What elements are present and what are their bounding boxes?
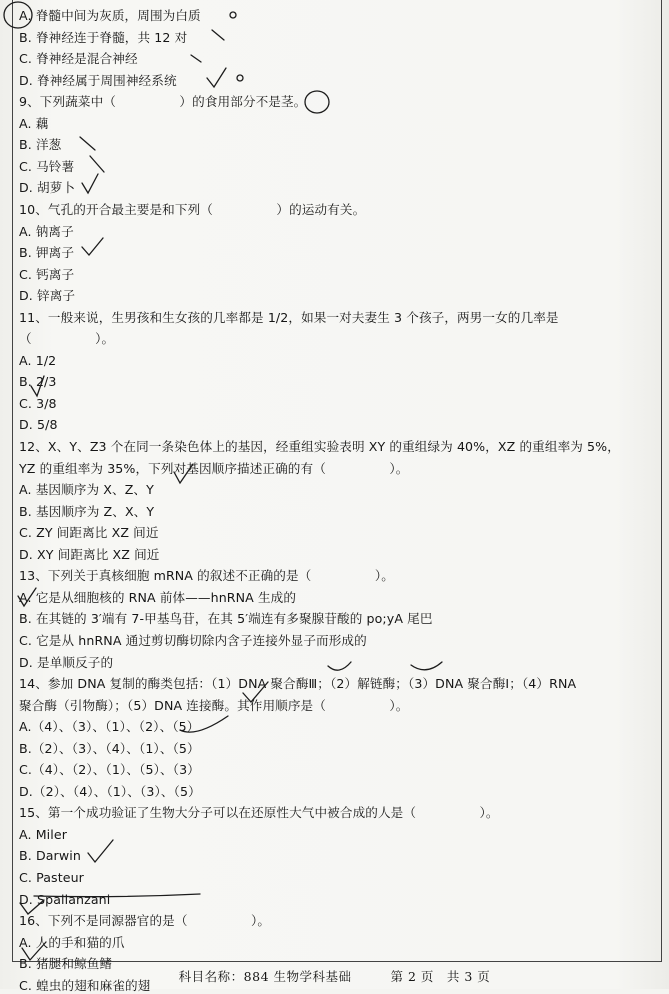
text-line: C. 它是从 hnRNA 通过剪切酶切除内含子连接外显子而形成的 [19,632,367,648]
text-line: D. Spallanzani [19,891,111,907]
text-line: D. 脊神经属于周围神经系统 [19,72,177,88]
text-line: A. 人的手和猫的爪 [19,934,125,950]
text-line: YZ 的重组率为 35%，下列对基因顺序描述正确的有（ ）。 [19,460,409,476]
text-line: A. Miler [19,826,67,842]
text-line: B. 基因顺序为 Z、X、Y [19,503,155,519]
text-line: 16、下列不是同源器官的是（ ）。 [19,913,271,929]
text-line: B. 洋葱 [19,137,62,153]
text-line: B. Darwin [19,848,81,864]
text-line: 10、气孔的开合最主要是和下列（ ）的运动有关。 [19,201,366,217]
text-line: B. 在其链的 3′端有 7-甲基鸟苷，在其 5′端连有多聚腺苷酸的 po;yA 尾巴 [19,611,433,627]
text-line: A. 钠离子 [19,223,74,239]
text-line: 聚合酶（引物酶）；（5）DNA 连接酶。其作用顺序是（ ）。 [19,697,409,713]
text-line: C. 蝗虫的翅和麻雀的翅 [19,977,151,993]
text-line: A. 它是从细胞核的 RNA 前体——hnRNA 生成的 [19,589,297,605]
text-line: C.（4）、（2）、（1）、（5）、（3） [19,762,200,778]
text-line: （ ）。 [19,331,115,347]
text-line: D. 胡萝卜 [19,180,76,196]
text-line: A. 1/2 [19,352,57,368]
text-line: A. 藕 [19,115,49,131]
text-line: B. 猪腿和鲸鱼鳍 [19,956,113,972]
text-line: 12、X、Y、Z3 个在同一条染色体上的基因，经重组实验表明 XY 的重组绿为 40%，XZ 的重组率为 5%， [19,439,620,454]
text-line: C. ZY 间距离比 XZ 间近 [19,525,159,541]
text-line: C. 3/8 [19,395,57,411]
text-line: 13、下列关于真核细胞 mRNA 的叙述不正确的是（ ）。 [19,568,394,584]
text-line: A. 脊髓中间为灰质，周围为白质 [19,8,201,23]
text-line: C. 脊神经是混合神经 [19,51,138,67]
text-line: D. 5/8 [19,417,58,433]
text-line: 14、参加 DNA 复制的酶类包括：（1）DNA 聚合酶Ⅲ；（2）解链酶；（3）DNA 聚合酶Ⅰ；（4）RNA [19,676,577,692]
text-line: C. 钙离子 [19,266,75,282]
text-line: A.（4）、（3）、（1）、（2）、（5） [19,719,200,735]
text-line: 11、一般来说，生男孩和生女孩的几率都是 1/2，如果一对夫妻生 3 个孩子，两男一女的几率是 [19,309,559,325]
text-line: B. 钾离子 [19,245,75,261]
text-line: 9、下列蔬菜中（ ）的食用部分不是茎。 [19,94,307,110]
page-footer: 科目名称：884 生物学科基础 第 2 页 共 3 页 [178,969,491,984]
text-line: D. 锌离子 [19,288,76,304]
text-line: B.（2）、（3）、（4）、（1）、（5） [19,740,200,756]
text-line: D. XY 间距离比 XZ 间近 [19,546,160,562]
text-line: A. 基因顺序为 X、Z、Y [19,482,154,498]
text-line: C. 马铃薯 [19,158,75,174]
text-line: C. Pasteur [19,870,84,885]
text-line: B. 脊神经连于脊髓，共 12 对 [19,29,188,45]
text-line: D.（2）、（4）、（1）、（3）、（5） [19,783,201,799]
text-line: 15、第一个成功验证了生物大分子可以在还原性大气中被合成的人是（ ）。 [19,805,499,821]
text-line: D. 是单顺反子的 [19,654,114,670]
text-line: B. 2/3 [19,374,57,390]
